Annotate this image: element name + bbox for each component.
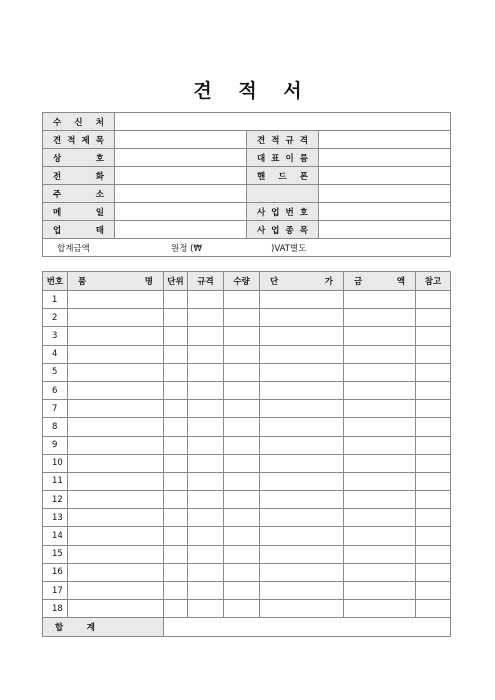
note-cell[interactable] <box>416 400 451 418</box>
note-cell[interactable] <box>416 327 451 345</box>
email-label <box>43 203 115 221</box>
item-name-cell[interactable] <box>68 454 164 472</box>
unit-cell[interactable] <box>164 381 188 399</box>
amount-cell[interactable] <box>344 454 416 472</box>
label-char: 소 <box>95 189 104 200</box>
unit-cell[interactable] <box>164 418 188 436</box>
total-amount-label: 합계금액 <box>57 243 90 254</box>
note-cell[interactable] <box>416 291 451 309</box>
header-quantity: 수량 <box>224 272 260 291</box>
spec-cell[interactable] <box>188 291 224 309</box>
row-number: 12 <box>43 491 68 509</box>
mobile-field[interactable] <box>319 167 451 185</box>
address-field[interactable] <box>115 185 247 203</box>
business-type-field[interactable] <box>115 221 247 239</box>
quantity-cell[interactable] <box>224 309 260 327</box>
spec-cell[interactable] <box>188 400 224 418</box>
note-cell[interactable] <box>416 527 451 545</box>
note-cell[interactable] <box>416 509 451 527</box>
label-char: 적 <box>271 135 280 146</box>
unit-price-cell[interactable] <box>260 600 344 618</box>
note-cell[interactable] <box>416 600 451 618</box>
label-char: 종 <box>285 225 294 236</box>
unit-price-cell[interactable] <box>260 418 344 436</box>
row-number: 6 <box>43 381 68 399</box>
row-number: 2 <box>43 309 68 327</box>
header-note: 참고 <box>416 272 451 291</box>
table-row <box>43 545 451 563</box>
unit-cell[interactable] <box>164 400 188 418</box>
item-name-cell[interactable] <box>68 418 164 436</box>
item-name-cell[interactable] <box>68 327 164 345</box>
quantity-cell[interactable] <box>224 291 260 309</box>
unit-cell[interactable] <box>164 600 188 618</box>
header-no: 번호 <box>43 272 68 291</box>
label-char: 처 <box>95 117 104 128</box>
address-label <box>43 185 115 203</box>
row-number: 10 <box>43 454 68 472</box>
label-char: 일 <box>95 207 104 218</box>
spec-cell[interactable] <box>188 309 224 327</box>
header-amount <box>344 272 416 291</box>
recipient-field[interactable] <box>115 113 451 131</box>
label-char: 제 <box>81 135 90 146</box>
amount-cell[interactable] <box>344 582 416 600</box>
unit-cell[interactable] <box>164 309 188 327</box>
spec-cell[interactable] <box>188 436 224 454</box>
business-number-label <box>247 203 319 221</box>
estimate-spec-field[interactable] <box>319 131 451 149</box>
unit-price-cell[interactable] <box>260 381 344 399</box>
note-cell[interactable] <box>416 363 451 381</box>
unit-cell[interactable] <box>164 436 188 454</box>
company-name-label <box>43 149 115 167</box>
quantity-cell[interactable] <box>224 454 260 472</box>
spec-cell[interactable] <box>188 381 224 399</box>
quantity-cell[interactable] <box>224 582 260 600</box>
amount-cell[interactable] <box>344 400 416 418</box>
unit-price-cell[interactable] <box>260 436 344 454</box>
total-value-field[interactable] <box>164 618 451 637</box>
label-char: 적 <box>67 135 76 146</box>
quantity-cell[interactable] <box>224 327 260 345</box>
table-row <box>43 436 451 454</box>
row-number: 17 <box>43 582 68 600</box>
table-row <box>43 291 451 309</box>
label-char: 번 <box>285 207 294 218</box>
note-cell[interactable] <box>416 491 451 509</box>
item-name-cell[interactable] <box>68 563 164 581</box>
quantity-cell[interactable] <box>224 600 260 618</box>
amount-cell[interactable] <box>344 327 416 345</box>
amount-cell[interactable] <box>344 509 416 527</box>
unit-cell[interactable] <box>164 527 188 545</box>
item-name-cell[interactable] <box>68 309 164 327</box>
label-char: 규 <box>285 135 294 146</box>
spec-cell[interactable] <box>188 509 224 527</box>
label-char: 핸 <box>257 171 266 182</box>
unit-price-cell[interactable] <box>260 509 344 527</box>
item-name-cell[interactable] <box>68 363 164 381</box>
quantity-cell[interactable] <box>224 563 260 581</box>
label-char: 태 <box>95 225 104 236</box>
quantity-cell[interactable] <box>224 381 260 399</box>
label-char: 액 <box>396 277 405 287</box>
quantity-cell[interactable] <box>224 363 260 381</box>
unit-cell[interactable] <box>164 582 188 600</box>
spec-cell[interactable] <box>188 472 224 490</box>
unit-cell[interactable] <box>164 363 188 381</box>
label-char: 주 <box>53 189 62 200</box>
label-char: 사 <box>257 207 266 218</box>
spec-cell[interactable] <box>188 600 224 618</box>
table-row <box>43 509 451 527</box>
table-row <box>43 400 451 418</box>
estimate-title-label <box>43 131 115 149</box>
label-char: 업 <box>271 207 280 218</box>
spec-cell[interactable] <box>188 418 224 436</box>
table-row <box>43 600 451 618</box>
row-number: 15 <box>43 545 68 563</box>
amount-cell[interactable] <box>344 291 416 309</box>
spec-cell[interactable] <box>188 327 224 345</box>
note-cell[interactable] <box>416 582 451 600</box>
note-cell[interactable] <box>416 418 451 436</box>
total-amount-row[interactable] <box>43 239 451 257</box>
label-char: 명 <box>144 277 153 287</box>
estimate-spec-label <box>247 131 319 149</box>
spec-cell[interactable] <box>188 545 224 563</box>
mobile-label <box>247 167 319 185</box>
note-cell[interactable] <box>416 309 451 327</box>
item-name-cell[interactable] <box>68 545 164 563</box>
amount-cell[interactable] <box>344 472 416 490</box>
unit-price-cell[interactable] <box>260 291 344 309</box>
label-char: 대 <box>257 153 266 164</box>
quantity-cell[interactable] <box>224 400 260 418</box>
label-char: 호 <box>299 207 308 218</box>
table-row <box>43 309 451 327</box>
spec-cell[interactable] <box>188 582 224 600</box>
total-amount-won: 원정 (₩ <box>171 243 202 254</box>
table-row <box>43 418 451 436</box>
unit-price-cell[interactable] <box>260 400 344 418</box>
amount-cell[interactable] <box>344 563 416 581</box>
label-char: 계 <box>86 623 95 634</box>
spec-cell[interactable] <box>188 345 224 363</box>
recipient-label <box>43 113 115 131</box>
amount-cell[interactable] <box>344 345 416 363</box>
label-char: 합 <box>55 623 64 634</box>
quantity-cell[interactable] <box>224 418 260 436</box>
unit-cell[interactable] <box>164 345 188 363</box>
label-char: 목 <box>95 135 104 146</box>
business-item-label <box>247 221 319 239</box>
label-char: 메 <box>53 207 62 218</box>
document-title: 견 적 서 <box>193 80 312 102</box>
unit-price-cell[interactable] <box>260 545 344 563</box>
unit-cell[interactable] <box>164 563 188 581</box>
label-char: 견 <box>257 135 266 146</box>
item-name-cell[interactable] <box>68 491 164 509</box>
amount-cell[interactable] <box>344 381 416 399</box>
note-cell[interactable] <box>416 345 451 363</box>
unit-price-cell[interactable] <box>260 582 344 600</box>
address-extra-label <box>247 185 319 203</box>
quantity-cell[interactable] <box>224 527 260 545</box>
label-char: 름 <box>299 153 308 164</box>
unit-cell[interactable] <box>164 454 188 472</box>
amount-cell[interactable] <box>344 527 416 545</box>
spec-cell[interactable] <box>188 491 224 509</box>
ceo-name-field[interactable] <box>319 149 451 167</box>
label-char: 업 <box>53 225 62 236</box>
quantity-cell[interactable] <box>224 491 260 509</box>
spec-cell[interactable] <box>188 527 224 545</box>
unit-cell[interactable] <box>164 491 188 509</box>
row-number: 5 <box>43 363 68 381</box>
label-char: 폰 <box>299 171 308 182</box>
quantity-cell[interactable] <box>224 436 260 454</box>
unit-price-cell[interactable] <box>260 345 344 363</box>
item-name-cell[interactable] <box>68 291 164 309</box>
table-row <box>43 381 451 399</box>
header-spec: 규격 <box>188 272 224 291</box>
item-name-cell[interactable] <box>68 527 164 545</box>
business-number-field[interactable] <box>319 203 451 221</box>
amount-cell[interactable] <box>344 436 416 454</box>
item-name-cell[interactable] <box>68 400 164 418</box>
amount-cell[interactable] <box>344 491 416 509</box>
table-row <box>43 345 451 363</box>
row-number: 13 <box>43 509 68 527</box>
row-number: 3 <box>43 327 68 345</box>
row-number: 14 <box>43 527 68 545</box>
total-row <box>43 618 451 637</box>
unit-price-cell[interactable] <box>260 454 344 472</box>
note-cell[interactable] <box>416 454 451 472</box>
quantity-cell[interactable] <box>224 509 260 527</box>
label-char: 호 <box>95 153 104 164</box>
label-char: 상 <box>53 153 62 164</box>
unit-price-cell[interactable] <box>260 527 344 545</box>
note-cell[interactable] <box>416 472 451 490</box>
address-extra-field[interactable] <box>319 185 451 203</box>
note-cell[interactable] <box>416 563 451 581</box>
header-item-name <box>68 272 164 291</box>
spec-cell[interactable] <box>188 454 224 472</box>
label-char: 수 <box>53 117 62 128</box>
label-char: 견 <box>53 135 62 146</box>
quantity-cell[interactable] <box>224 345 260 363</box>
unit-price-cell[interactable] <box>260 491 344 509</box>
note-cell[interactable] <box>416 381 451 399</box>
business-type-label <box>43 221 115 239</box>
table-row <box>43 563 451 581</box>
label-char: 신 <box>74 117 83 128</box>
total-label <box>43 618 164 637</box>
row-number: 9 <box>43 436 68 454</box>
item-name-cell[interactable] <box>68 436 164 454</box>
table-row <box>43 472 451 490</box>
unit-price-cell[interactable] <box>260 472 344 490</box>
note-cell[interactable] <box>416 545 451 563</box>
table-row <box>43 582 451 600</box>
email-field[interactable] <box>115 203 247 221</box>
unit-price-cell[interactable] <box>260 563 344 581</box>
unit-price-cell[interactable] <box>260 309 344 327</box>
unit-cell[interactable] <box>164 472 188 490</box>
row-number: 8 <box>43 418 68 436</box>
row-number: 11 <box>43 472 68 490</box>
label-char: 품 <box>78 277 87 287</box>
vat-note: )VAT별도 <box>271 243 307 254</box>
label-char: 표 <box>271 153 280 164</box>
amount-cell[interactable] <box>344 545 416 563</box>
row-number: 1 <box>43 291 68 309</box>
label-char: 업 <box>271 225 280 236</box>
spec-cell[interactable] <box>188 363 224 381</box>
amount-cell[interactable] <box>344 309 416 327</box>
amount-cell[interactable] <box>344 418 416 436</box>
spec-cell[interactable] <box>188 563 224 581</box>
unit-cell[interactable] <box>164 509 188 527</box>
item-name-cell[interactable] <box>68 582 164 600</box>
item-name-cell[interactable] <box>68 381 164 399</box>
header-unit: 단위 <box>164 272 188 291</box>
quantity-cell[interactable] <box>224 545 260 563</box>
label-char: 격 <box>299 135 308 146</box>
label-char: 이 <box>285 153 294 164</box>
business-item-field[interactable] <box>319 221 451 239</box>
row-number: 16 <box>43 563 68 581</box>
label-char: 화 <box>95 171 104 182</box>
unit-cell[interactable] <box>164 327 188 345</box>
company-name-field[interactable] <box>115 149 247 167</box>
unit-cell[interactable] <box>164 545 188 563</box>
label-char: 금 <box>354 277 363 287</box>
table-row <box>43 491 451 509</box>
item-name-cell[interactable] <box>68 509 164 527</box>
label-char: 목 <box>299 225 308 236</box>
item-name-cell[interactable] <box>68 345 164 363</box>
quantity-cell[interactable] <box>224 472 260 490</box>
table-row <box>43 327 451 345</box>
amount-cell[interactable] <box>344 600 416 618</box>
label-char: 단 <box>270 277 279 287</box>
note-cell[interactable] <box>416 436 451 454</box>
estimate-title-field[interactable] <box>115 131 247 149</box>
phone-label <box>43 167 115 185</box>
item-name-cell[interactable] <box>68 600 164 618</box>
table-row <box>43 363 451 381</box>
label-char: 가 <box>324 277 333 287</box>
table-row <box>43 527 451 545</box>
amount-cell[interactable] <box>344 363 416 381</box>
label-char: 사 <box>257 225 266 236</box>
unit-cell[interactable] <box>164 291 188 309</box>
unit-price-cell[interactable] <box>260 327 344 345</box>
items-header-row <box>43 272 451 291</box>
ceo-name-label <box>247 149 319 167</box>
info-table <box>42 112 451 257</box>
table-row <box>43 454 451 472</box>
label-char: 전 <box>53 171 62 182</box>
label-char: 드 <box>278 171 287 182</box>
row-number: 7 <box>43 400 68 418</box>
phone-field[interactable] <box>115 167 247 185</box>
row-number: 18 <box>43 600 68 618</box>
header-unit-price <box>260 272 344 291</box>
items-table <box>42 271 451 637</box>
row-number: 4 <box>43 345 68 363</box>
unit-price-cell[interactable] <box>260 363 344 381</box>
item-name-cell[interactable] <box>68 472 164 490</box>
